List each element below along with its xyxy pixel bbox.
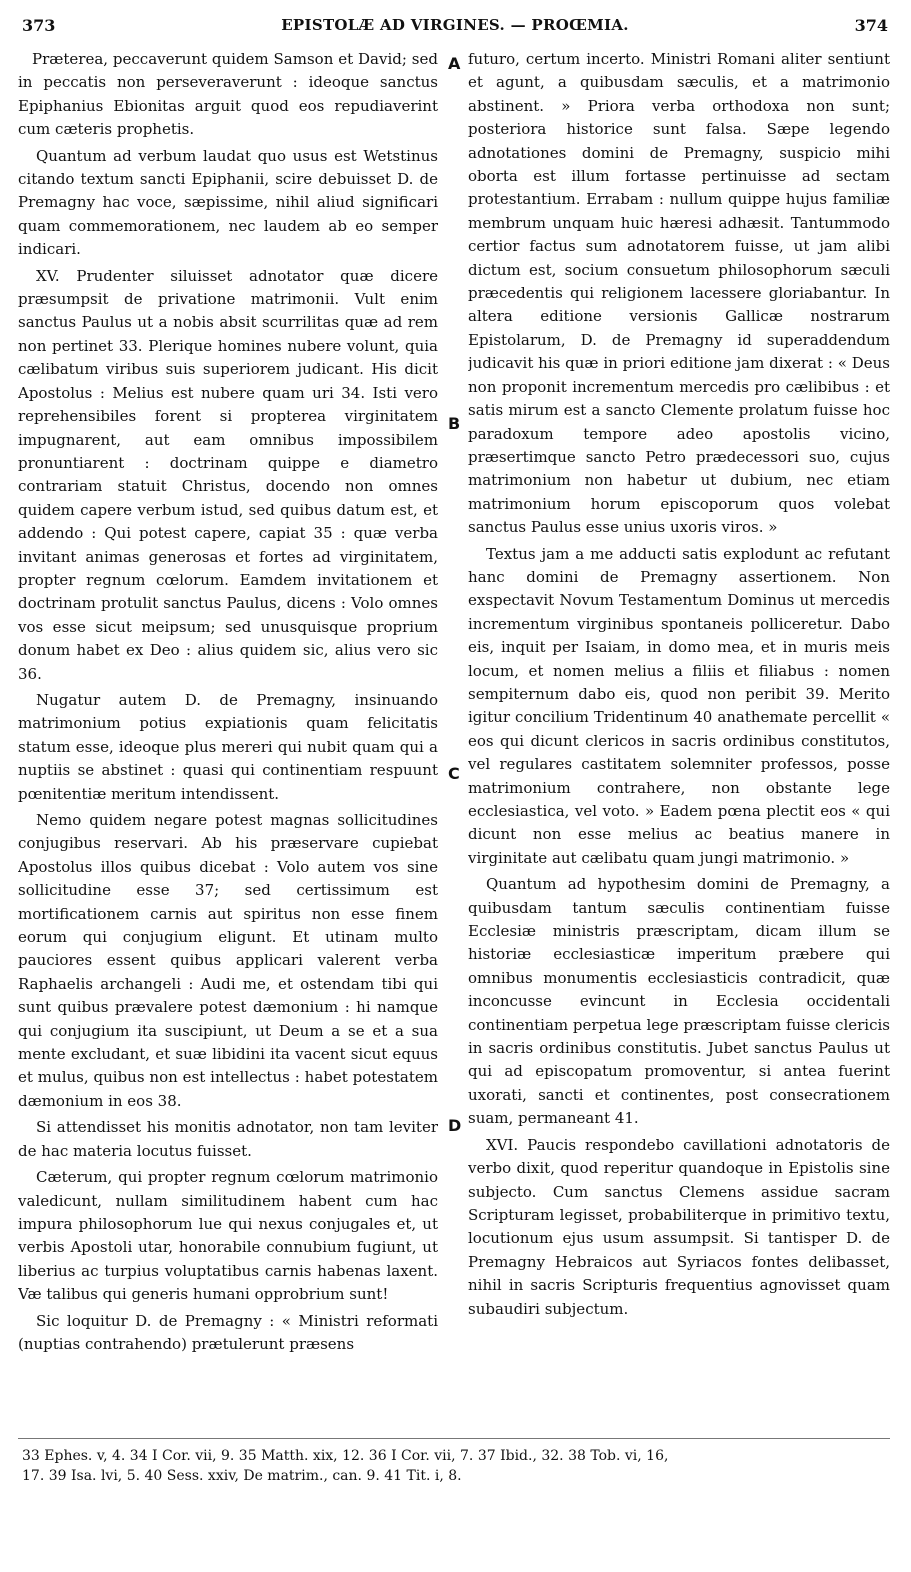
- footnote-divider: [18, 1438, 890, 1439]
- paragraph: Nugatur autem D. de Premagny, insinuando matrimonium potius expiationis quam felicitatis statum esse, ideoque plus mereri qui nubit quam qui a nuptiis se abstinet : quasi qui continentiam respuunt pœnitentiæ meritum intendissent.: [18, 690, 438, 803]
- footnotes: [22, 1446, 892, 1486]
- paragraph: Præterea, peccaverunt quidem Samson et David; sed in peccatis non perseveraverunt : ideoque sanctus Epiphanius Ebionitas arguit quod eos repudiaverint cum cæteris prophetis.: [18, 50, 438, 139]
- footnote-line: 17. 39 Isa. lvi, 5. 40 Sess. xxiv, De matrim., can. 9. 41 Tit. i, 8.: [22, 1468, 462, 1484]
- running-header: [14, 14, 896, 40]
- paragraph: Textus jam a me adducti satis explodunt ac refutant hanc domini de Premagny assertionem. Non exspectavit Novum Testamentum Dominus ut mercedis incrementum virginibus spontaneis pollicеretur. Dabo eis, inquit per Isaiam, in domo mea, et in muris meis locum, et nomen melius a filiis et filiabus : nomen sempiternum dabo eis, quod non peribit 39. Merito igitur concilium Tridentinum 40 anathemate percellit « eos qui dicunt clericos in sacris ordinibus constitutos, vel regulares castitatem solemniter professos, posse matrimonium contrahere, non obstante lege ecclesiastica, vel voto. » Eadem pœna plectit eos « qui dicunt non esse melius ac beatius manere in virginitate aut cælibatu quam jungi matrimonio. »: [468, 544, 890, 867]
- left-page-number: 373: [22, 16, 56, 35]
- paragraph: futuro, certum incerto. Ministri Romani aliter sentiunt et agunt, a quibusdam sæculis, et a matrimonio abstinent. » Priora verba orthodoxa non sunt; posteriora historice sunt falsa. Sæpe legendo adnotationes domini de Premagny, suspicio mihi oborta est illum fortasse pertinuisse ad sectam protestantium. Errabam : nullum quippe hujus familiæ membrum unquam huic hæresi adhæsit. Tantummodo certior factus sum adnotatorem fuisse, ut jam alibi dictum est, socium consuetum philosophorum sæculi præcedentis qui religionem lacessere gloriabantur. In altera editione versionis Gallicæ nostrarum Epistolarum, D. de Premagny id superaddendum judicavit his quæ in priori editione jam dixerat : « Deus non proponit incrementum mercedis pro cælibibus : et satis mirum est a sancto Clemente prolatum fuisse hoc paradoxum tempore adeo apostolis vicino, præsertimque sancto Petro prædecessori suo, cujus matrimonium non habetur ut dubium, nec etiam matrimonium horum episcoporum quos volebat sanctus Paulus esse unius uxoris viros. »: [468, 50, 890, 537]
- paragraph: Cæterum, qui propter regnum cœlorum matrimonio valedicunt, nullam similitudinem habent cum hac impura philosophorum lue qui nexus conjugales et, ut verbis Apostoli utar, honorabile connubium fugiunt, ut liberius ac turpius voluptatibus carnis habenas laxent. Væ talibus qui generis humani opprobrium sunt!: [18, 1168, 438, 1304]
- paragraph: Quantum ad verbum laudat quo usus est Wetstinus citando textum sancti Epiphanii, scire debuisset D. de Premagny hac voce, sæpissime, nihil aliud significari quam commemorationem, nec laudem ab eo semper indicari.: [18, 146, 438, 259]
- paragraph: Si attendisset his monitis adnotator, non tam leviter de hac materia locutus fuisset.: [18, 1118, 438, 1160]
- margin-marker-c: C: [448, 764, 460, 783]
- paragraph: Quantum ad hypothesim domini de Premagny, a quibusdam tantum sæculis continentiam fuisse Ecclesiæ ministris præscriptam, dicam illum se historiæ ecclesiasticæ imperitum præbere qui omnibus monumentis ecclesiasticis contradicit, quæ inconcusse evincunt in Ecclesia occidentali continentiam perpetua lege præscriptam fuisse clericis in sacris ordinibus constitutis. Jubet sanctus Paulus ut qui ad episcopatum promoventur, si antea fuerint uxorati, sancti et continentes, post consecrationem suam, permaneant 41.: [468, 875, 890, 1128]
- footnote-line: 33 Ephes. v, 4. 34 I Cor. vii, 9. 35 Matth. xix, 12. 36 I Cor. vii, 7. 37 Ibid., 32. 38 Tob. vi, 16,: [22, 1448, 669, 1464]
- paragraph: Nemo quidem negare potest magnas sollicitudines conjugibus reservari. Ab his præservare cupiebat Apostolus illos quibus dicebat : Volo autem vos sine sollicitudine esse 37; sed certissimum est mortificationem carnis aut spiritus non esse finem eorum qui conjugium eligunt. Et utinam multo pauciores essent quibus applicari valerent verba Raphaelis archangeli : Audi me, et ostendam tibi qui sunt quibus prævalere potest dæmonium : hi namque qui conjugium ita suscipiunt, ut Deum a se et a sua mente excludant, et suæ libidini ita vacent sicut equus et mulus, quibus non est intellectus : habet potestatem dæmonium in eos 38.: [18, 811, 438, 1110]
- margin-marker-d: D: [448, 1116, 462, 1135]
- running-title: EPISTOLÆ AD VIRGINES. — PROŒMIA.: [281, 16, 629, 34]
- margin-marker-b: B: [448, 414, 461, 433]
- paragraph: Sic loquitur D. de Premagny : « Ministri reformati (nuptias contrahendo) prætulerunt præsens: [18, 1311, 438, 1353]
- paragraph: XV. Prudenter siluisset adnotator quæ dicere præsumpsit de privatione matrimonii. Vult enim sanctus Paulus ut a nobis absit scurrilitas quæ ad rem non pertinet 33. Plerique homines nubere volunt, quia cælibatum viribus suis superiorem judicant. His dicit Apostolus : Melius est nubere quam uri 34. Isti vero reprehensibiles forent si propterea virginitatem impugnarent, aut eam omnibus impossibilem pronuntiarent : doctrinam quippe e diametro contrariam statuit Christus, docendo non omnes quidem capere verbum istud, sed quibus datum est, et addendo : Qui potest capere, capiat 35 : quæ verba invitant animas generosas et fortes ad virginitatem, propter regnum cœlorum. Eamdem invitationem et doctrinam protulit sanctus Paulus, dicens : Volo omnes vos esse sicut meipsum; sed unusquisque proprium donum habet ex Deo : alius quidem sic, alius vero sic 36.: [18, 266, 438, 683]
- right-column: [468, 48, 890, 1440]
- paragraph: XVI. Paucis respondebo cavillationi adnotatoris de verbo dixit, quod reperitur quandoque in Epistolis sine subjecto. Cum sanctus Clemens assidue sacram Scripturam legisset, probabiliterque in primitivo textu, locutionum ejus usum assumpsit. Si tantisper D. de Premagny Hebraicos aut Syriacos fontes delibasset, nihil in sacris Scripturis frequentius agnovisset quam subaudiri subjectum.: [468, 1135, 890, 1318]
- left-column: [18, 48, 438, 1440]
- margin-marker-a: A: [448, 54, 461, 73]
- right-page-number: 374: [854, 16, 888, 35]
